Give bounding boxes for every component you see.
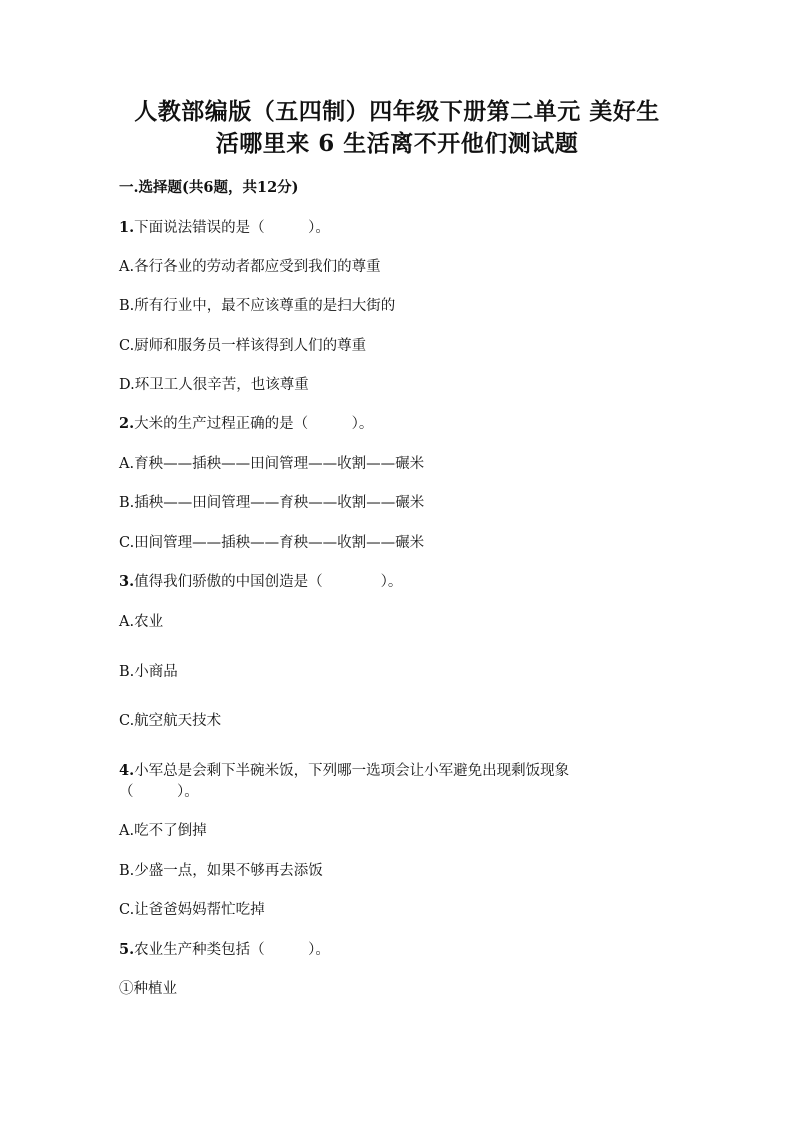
question-text: 下面说法错误的是（ ）。 bbox=[134, 220, 330, 236]
question-2-option-a: A.育秧——插秧——田间管理——收割——碾米 bbox=[119, 456, 425, 472]
question-text: 农业生产种类包括（ ）。 bbox=[134, 942, 330, 958]
question-1-option-d: D.环卫工人很辛苦，也该尊重 bbox=[119, 377, 309, 393]
question-number: 3. bbox=[119, 573, 135, 590]
title-line-2: 活哪里来 6 生活离不开他们测试题 bbox=[215, 130, 579, 157]
question-1-option-a: A.各行各业的劳动者都应受到我们的尊重 bbox=[119, 259, 381, 275]
question-1-option-c: C.厨师和服务员一样该得到人们的尊重 bbox=[119, 338, 367, 354]
question-2-option-c: C.田间管理——插秧——育秧——收割——碾米 bbox=[119, 535, 425, 551]
question-5-stem bbox=[119, 940, 330, 960]
question-1-stem bbox=[119, 218, 330, 238]
question-2-option-b: B.插秧——田间管理——育秧——收割——碾米 bbox=[119, 495, 425, 511]
question-3-option-b: B.小商品 bbox=[119, 664, 178, 680]
question-text: 大米的生产过程正确的是（ ）。 bbox=[134, 416, 374, 432]
question-number: 5. bbox=[119, 941, 135, 958]
question-number: 1. bbox=[119, 219, 135, 236]
question-number: 4. bbox=[119, 762, 135, 779]
title-line-1: 人教部编版（五四制）四年级下册第二单元 美好生 bbox=[134, 98, 660, 125]
question-text: 值得我们骄傲的中国创造是（ ）。 bbox=[134, 574, 403, 590]
question-4-stem-continued: （ ）。 bbox=[119, 784, 199, 800]
question-4-option-a: A.吃不了倒掉 bbox=[119, 823, 207, 839]
question-3-stem bbox=[119, 572, 402, 592]
question-number: 2. bbox=[119, 415, 135, 432]
question-5-option-1: ①种植业 bbox=[119, 981, 177, 997]
question-3-option-c: C.航空航天技术 bbox=[119, 713, 222, 729]
question-4-stem bbox=[119, 761, 569, 781]
question-4-option-c: C.让爸爸妈妈帮忙吃掉 bbox=[119, 902, 265, 918]
question-2-stem bbox=[119, 414, 373, 434]
section-header: 一.选择题(共6题，共12分) bbox=[119, 179, 299, 196]
question-4-option-b: B.少盛一点，如果不够再去添饭 bbox=[119, 863, 323, 879]
question-1-option-b: B.所有行业中，最不应该尊重的是扫大街的 bbox=[119, 298, 396, 314]
question-3-option-a: A.农业 bbox=[119, 614, 164, 630]
question-text: 小军总是会剩下半碗米饭，下列哪一选项会让小军避免出现剩饭现象 bbox=[134, 763, 570, 779]
